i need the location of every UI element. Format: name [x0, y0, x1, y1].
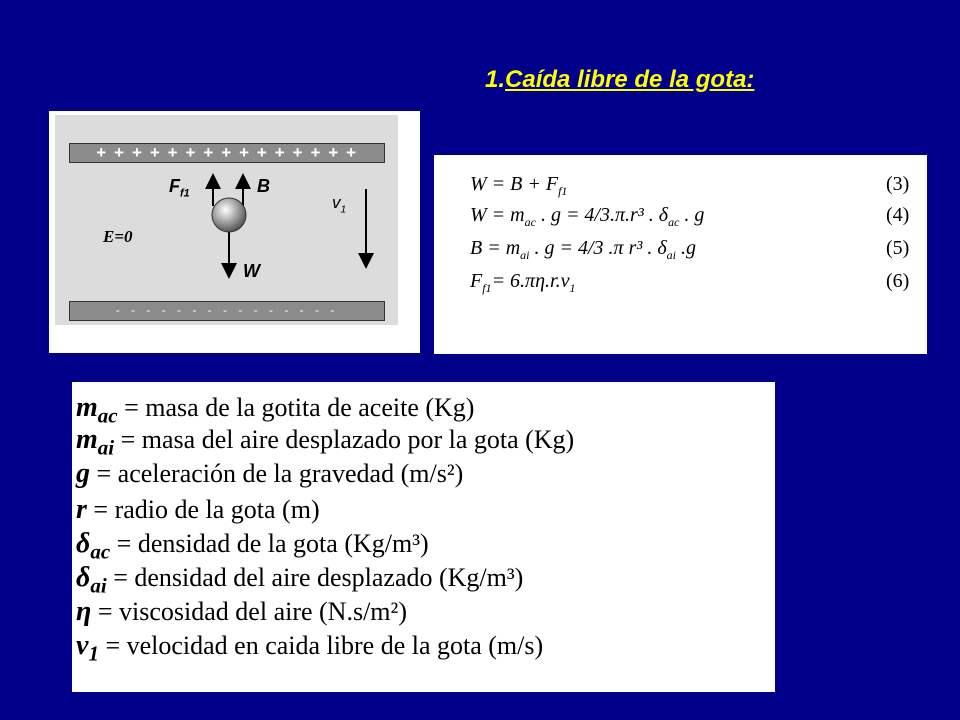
slide-title [485, 66, 754, 94]
equation-6: $F_{f1}= 6.\pi\eta.r.v_1$ [470, 270, 576, 295]
w-label: W [243, 261, 260, 281]
definition-m-ai: $m_{ai}$ = masa del aire desplazado por la gota (Kg) [76, 424, 575, 460]
definition-g: g = aceleración de la gravedad (m/s²) [76, 458, 464, 489]
equation-3: $W = B + F_{f1}$ [470, 173, 568, 198]
equation-5-number: (5) [886, 237, 910, 259]
equation-4-number: (4) [886, 204, 910, 226]
definitions-panel [72, 382, 775, 692]
definition-delta-ai: $\delta_{ai}$ = densidad del aire desplazado (Kg/m³) [76, 562, 524, 598]
definition-eta: η = viscosidad del aire (N.s/m²) [76, 596, 407, 627]
b-label: B [257, 176, 270, 196]
definition-delta-ac: $\delta_{ac}$ = densidad de la gota (Kg/m³) [76, 528, 429, 564]
drop-diagram [49, 111, 420, 353]
equation-5: $B = m_{ai}$ . g = 4/3 .π r³ . $\delta_{ai}$ .g [470, 237, 696, 262]
title-text: Caída libre de la gota: [505, 66, 755, 93]
definition-m-ac: $m_{ac}$ = masa de la gotita de aceite (Kg) [76, 392, 475, 428]
e-label: E=0 [103, 227, 133, 246]
positive-plate-signs: + + + + + + + + + + + + + + + [96, 143, 358, 162]
oil-drop [212, 198, 246, 232]
equations-panel [434, 155, 927, 354]
equation-3-number: (3) [886, 173, 910, 195]
definition-v1: $v_1$ = velocidad en caida libre de la gota (m/s) [76, 630, 544, 666]
title-number: 1. [485, 66, 506, 93]
equation-6-number: (6) [886, 270, 910, 292]
ff-label: $F_{f1}$ [169, 176, 190, 200]
definition-r: r = radio de la gota (m) [76, 494, 320, 525]
equation-4: $W = m_{ac}$ . g = 4/3.π.r³ . $\delta_{ac}$ . g [470, 204, 705, 229]
v-label: $v_1$ [332, 193, 347, 216]
negative-plate-signs: - - - - - - - - - - - - - - - [115, 303, 339, 317]
